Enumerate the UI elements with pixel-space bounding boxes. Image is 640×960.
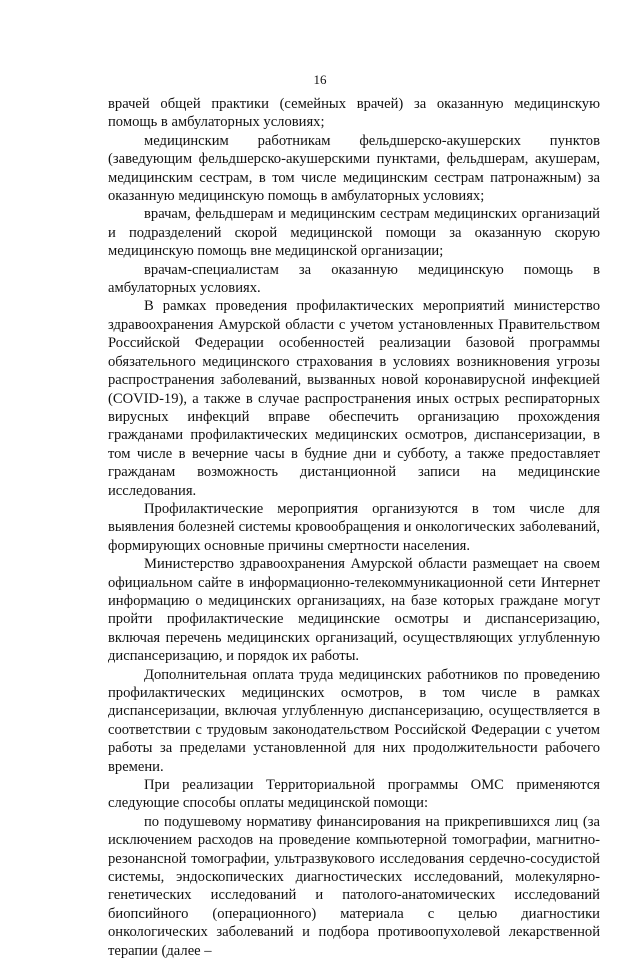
document-text (108, 95, 600, 960)
paragraph: При реализации Территориальной программы ОМС применяются следующие способы оплаты медицинской помощи: (108, 777, 600, 812)
paragraph: Министерство здравоохранения Амурской области размещает на своем официальном сайте в информационно-телекоммуникационной сети Интернет информацию о медицинских организациях, на базе которых граждане могут пройти профилактические медицинские осмотры и диспансеризацию, включая перечень медицинских организаций, осуществляющих углубленную диспансеризацию, и порядок их работы. (108, 556, 600, 665)
page-number: 16 (313, 72, 327, 87)
paragraph: по подушевому нормативу финансирования на прикрепившихся лиц (за исключением расходов на проведение компьютерной томографии, магнитно-резонансной томографии, ультразвукового исследования сердечно-сосудистой системы, эндоскопических диагностических исследований, молекулярно-генетических исследований и патолого-анатомических исследований биопсийного (операционного) материала с целью диагностики онкологических заболеваний и подбора противоопухолевой лекарственной терапии (далее – (108, 813, 600, 959)
paragraph: врачам, фельдшерам и медицинским сестрам медицинских организаций и подразделений скорой медицинской помощи за оказанную скорую медицинскую помощь вне медицинской организации; (108, 206, 600, 260)
paragraph: Профилактические мероприятия организуются в том числе для выявления болезней системы кровообращения и онкологических заболеваний, формирующих основные причины смертности населения. (108, 500, 600, 554)
paragraph: врачам-специалистам за оказанную медицинскую помощь в амбулаторных условиях. (108, 261, 600, 297)
paragraph: В рамках проведения профилактических мероприятий министерство здравоохранения Амурской области с учетом установленных Правительством Российской Федерации особенностей реализации базовой программы обязательного медицинского страхования в условиях возникновения угрозы распространения заболеваний, вызванных новой коронавирусной инфекцией (COVID-19), а также в случае распространения иных острых респираторных вирусных инфекций вправе обеспечить организацию прохождения гражданами профилактических медицинских осмотров, диспансеризации, в том числе в вечерние часы в будние дни и субботу, а также предоставляет гражданам возможность дистанционной записи на медицинские исследования. (108, 298, 600, 499)
paragraph: Дополнительная оплата труда медицинских работников по проведению профилактических медицинских осмотров, в том числе в рамках диспансеризации, включая углубленную диспансеризацию, осуществляется в соответствии с трудовым законодательством Российской Федерации с учетом работы за пределами установленной для них продолжительности рабочего времени. (108, 666, 600, 775)
paragraph: медицинским работникам фельдшерско-акушерских пунктов (заведующим фельдшерско-акушерскими пунктами, фельдшерам, акушерам, медицинским сестрам, в том числе медицинским сестрам патронажным) за оказанную медицинскую помощь в амбулаторных условиях; (108, 132, 600, 205)
paragraph: врачей общей практики (семейных врачей) за оказанную медицинскую помощь в амбулаторных условиях; (108, 96, 600, 131)
